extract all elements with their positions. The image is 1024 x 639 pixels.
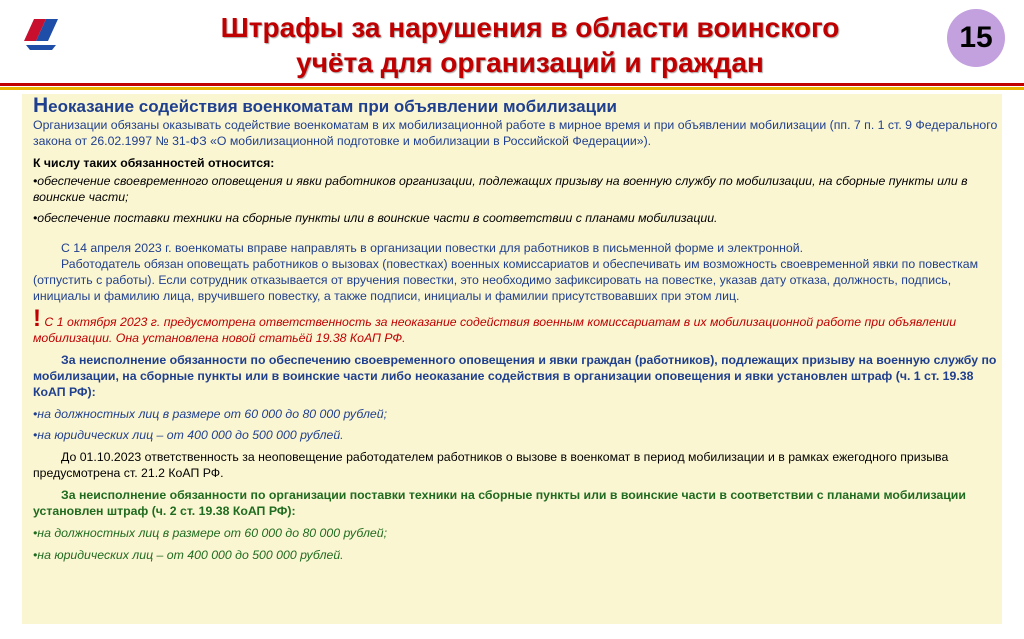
fine-1-title: За неисполнение обязанности по обеспечению своевременного оповещения и явки граждан (работников), подлежащих призыву на военную службу по мобилизации, на сборные пункты или в воинские части либо неоказание содействия в организации оповещения и явки установлен штраф (ч. 1 ст. 19.38 КоАП РФ):: [33, 353, 997, 399]
fine-2-title: За неисполнение обязанности по организации поставки техники на сборные пункты или в воинские части в соответствии с планами мобилизации установлен штраф (ч. 2 ст. 19.38 КоАП РФ):: [33, 488, 966, 518]
title-line-2: учёта для организаций и граждан: [296, 47, 764, 78]
header-divider-red: [0, 83, 1024, 86]
fine-2-officials: •на должностных лиц в размере от 60 000 до 80 000 рублей;: [33, 526, 388, 540]
slide-title: [130, 10, 930, 80]
duties-title: К числу таких обязанностей относится:: [33, 156, 275, 170]
heading-initial: Н: [33, 94, 49, 117]
warning-icon: !: [33, 305, 41, 332]
paragraph-summons: С 14 апреля 2023 г. военкоматы вправе направлять в организации повестки для работников в письменной форме и электронной.: [61, 241, 804, 255]
duty-item-2: •обеспечение поставки техники на сборные пункты или в воинские части в соответствии с планами мобилизации.: [33, 211, 718, 225]
section-heading: [33, 96, 999, 117]
slide-number-badge: 15: [947, 9, 1005, 67]
fine-1-officials: •на должностных лиц в размере от 60 000 до 80 000 рублей;: [33, 407, 388, 421]
warning-text: С 1 октября 2023 г. предусмотрена ответственность за неоказание содействия военным комиссариатам в их мобилизационной работе при объявлении мобилизации. Она установлена новой статьёй 19.38 КоАП РФ.: [33, 315, 957, 345]
heading-text: еоказание содействия военкоматам при объявлении мобилизации: [48, 97, 617, 116]
header-divider-gold: [0, 87, 1024, 90]
paragraph-employer-duty: Работодатель обязан оповещать работников о вызовах (повестках) военных комиссариатов и обеспечивать им возможность своевременной явки по повесткам (отпустить с работы). Если сотрудник отказывается от вручения повестки, это необходимо зафиксировать на повестке, указав дату отказа, должность, подпись, инициалы и фамилию лица, вручившего повестку, а также подписи, инициалы и фамилии присутствовавших при этом лиц.: [33, 257, 979, 303]
content-body: [33, 96, 999, 563]
logo-icon: [18, 11, 64, 55]
duty-item-1: •обеспечение своевременного оповещения и явки работников организации, подлежащих призыву на военную службу по мобилизации, на сборные пункты или в воинские части;: [33, 174, 968, 204]
fine-2-legal-entities: •на юридических лиц – от 400 000 до 500 000 рублей.: [33, 548, 344, 562]
fine-1-legal-entities: •на юридических лиц – от 400 000 до 500 000 рублей.: [33, 428, 344, 442]
paragraph-before-2023: До 01.10.2023 ответственность за неоповещение работодателем работников о вызове в военкомат в период мобилизации и в рамках ежегодного призыва предусмотрена ст. 21.2 КоАП РФ.: [33, 450, 949, 480]
title-line-1: Штрафы за нарушения в области воинского: [220, 12, 840, 43]
intro-paragraph: Организации обязаны оказывать содействие военкоматам в их мобилизационной работе в мирное время и при объявлении мобилизации (пп. 7 п. 1 ст. 9 Федерального закона от 26.02.1997 № 31-ФЗ «О мобилизационной подготовке и мобилизации в Российской Федерации»).: [33, 118, 998, 148]
warning-paragraph: [33, 305, 999, 346]
